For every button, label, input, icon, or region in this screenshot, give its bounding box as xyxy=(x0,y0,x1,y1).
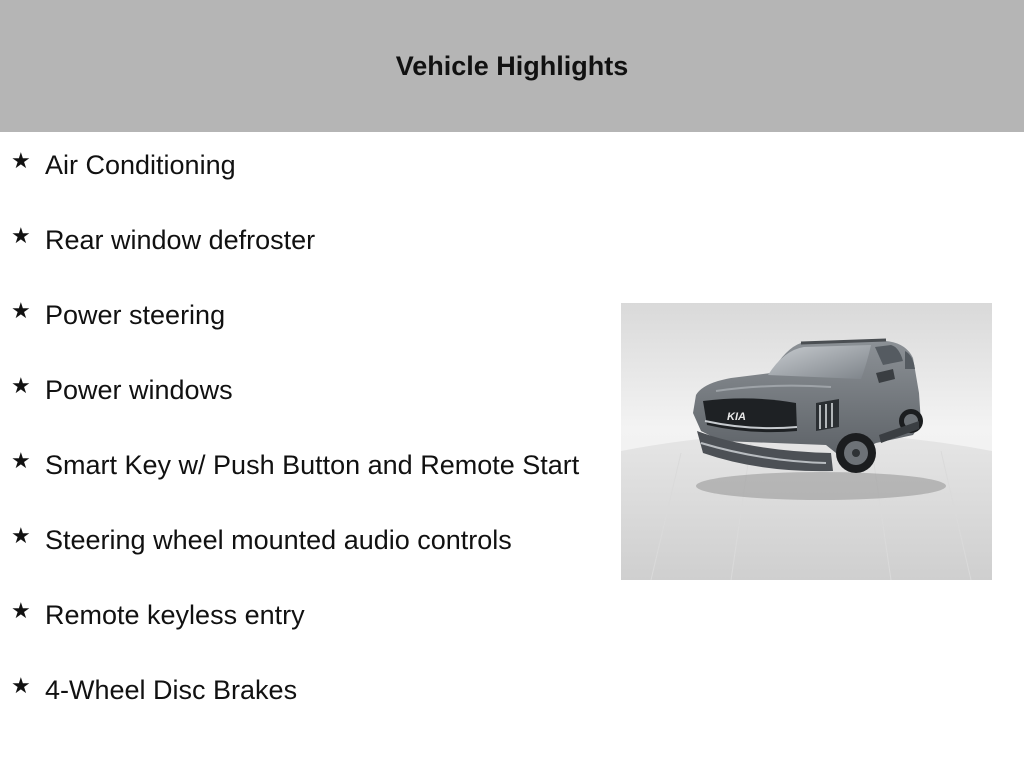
feature-label: Steering wheel mounted audio controls xyxy=(45,525,512,555)
feature-list xyxy=(0,148,600,748)
star-icon: ★ xyxy=(11,224,31,249)
page-title: Vehicle Highlights xyxy=(395,50,629,81)
vehicle-photo xyxy=(621,303,992,580)
star-icon: ★ xyxy=(11,374,31,399)
feature-item xyxy=(0,598,585,632)
feature-label: Power steering xyxy=(45,300,226,330)
star-icon: ★ xyxy=(11,149,31,174)
star-icon: ★ xyxy=(11,674,31,699)
feature-label: Power windows xyxy=(45,375,233,405)
feature-label: Rear window defroster xyxy=(45,225,316,255)
feature-label: Air Conditioning xyxy=(45,150,236,180)
feature-item xyxy=(0,148,585,182)
feature-item xyxy=(0,673,585,707)
feature-item xyxy=(0,373,585,407)
star-icon: ★ xyxy=(11,599,31,624)
star-icon: ★ xyxy=(11,524,31,549)
feature-label: Remote keyless entry xyxy=(45,600,305,630)
feature-item xyxy=(0,298,585,332)
feature-label: 4-Wheel Disc Brakes xyxy=(45,675,298,705)
feature-item xyxy=(0,223,585,257)
feature-item xyxy=(0,523,585,557)
feature-item xyxy=(0,448,585,482)
star-icon: ★ xyxy=(11,449,31,474)
page-header xyxy=(0,0,1024,132)
star-icon: ★ xyxy=(11,299,31,324)
brand-badge: KIA xyxy=(727,411,746,423)
feature-label: Smart Key w/ Push Button and Remote Start xyxy=(45,450,580,480)
